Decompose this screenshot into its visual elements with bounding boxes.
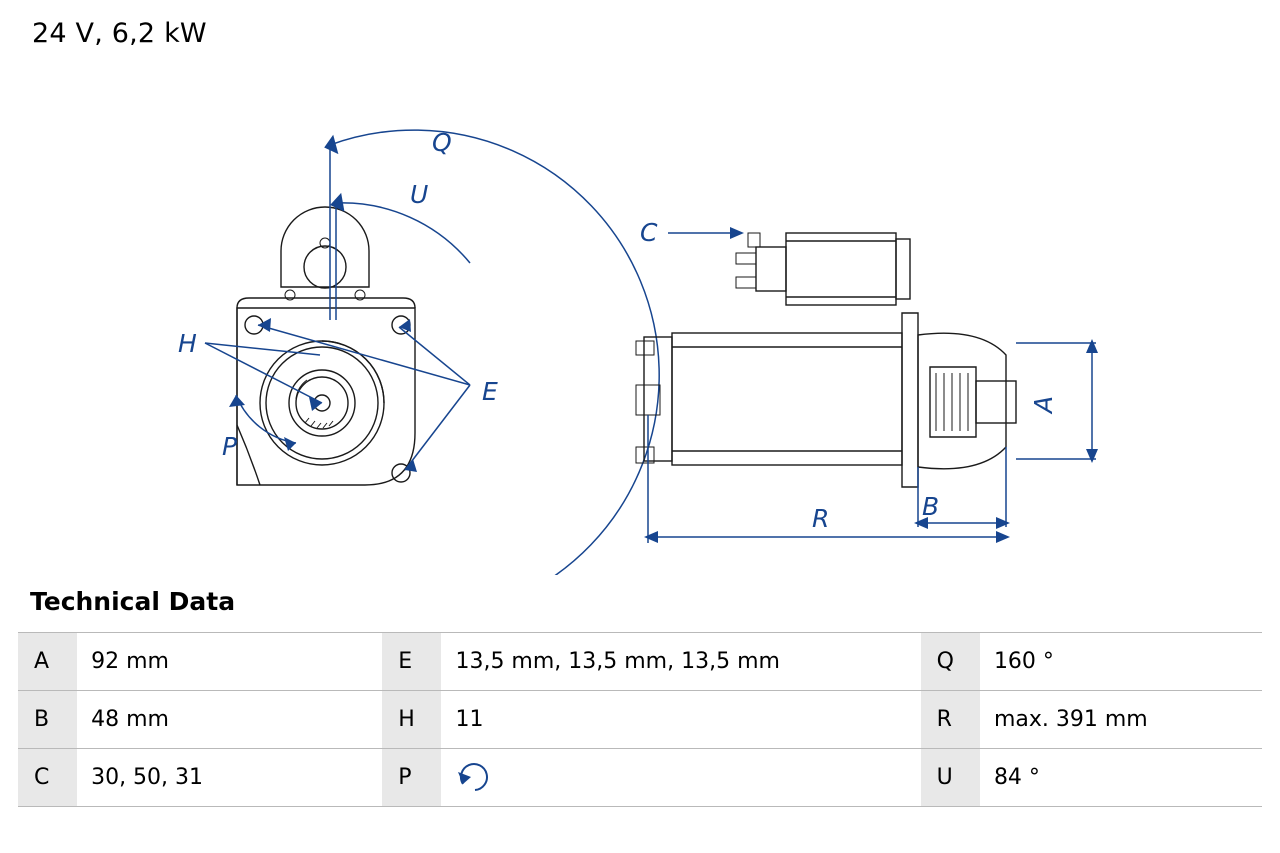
dim-label-A: A: [1029, 395, 1058, 413]
dim-label-R: R: [812, 504, 830, 533]
cell-value: 11: [441, 691, 920, 749]
cell-key: U: [921, 749, 980, 807]
cell-value: 30, 50, 31: [77, 749, 382, 807]
cell-value: 92 mm: [77, 633, 382, 691]
page-title: 24 V, 6,2 kW: [32, 18, 207, 49]
cell-value: 13,5 mm, 13,5 mm, 13,5 mm: [441, 633, 920, 691]
dim-label-U: U: [410, 180, 429, 209]
cell-value: 160 °: [980, 633, 1262, 691]
cell-value-rotation: [441, 749, 920, 807]
cell-key: E: [382, 633, 441, 691]
table-row: [18, 691, 1262, 749]
technical-data-heading: Technical Data: [30, 587, 236, 616]
table-row: [18, 633, 1262, 691]
dim-label-P: P: [222, 432, 238, 461]
cell-key: B: [18, 691, 77, 749]
technical-drawing: [0, 55, 1280, 575]
cell-value: 84 °: [980, 749, 1262, 807]
dim-label-C: C: [640, 218, 658, 247]
dim-label-B: B: [922, 492, 940, 521]
dim-label-H: H: [178, 329, 197, 358]
rotation-arrow-icon: [455, 760, 495, 796]
cell-value: max. 391 mm: [980, 691, 1262, 749]
cell-value: 48 mm: [77, 691, 382, 749]
technical-data-table: [18, 632, 1262, 807]
cell-key: Q: [921, 633, 980, 691]
cell-key: C: [18, 749, 77, 807]
cell-key: P: [382, 749, 441, 807]
dim-label-Q: Q: [432, 128, 452, 157]
cell-key: R: [921, 691, 980, 749]
dim-label-E: E: [482, 377, 498, 406]
table-row: [18, 749, 1262, 807]
cell-key: H: [382, 691, 441, 749]
cell-key: A: [18, 633, 77, 691]
